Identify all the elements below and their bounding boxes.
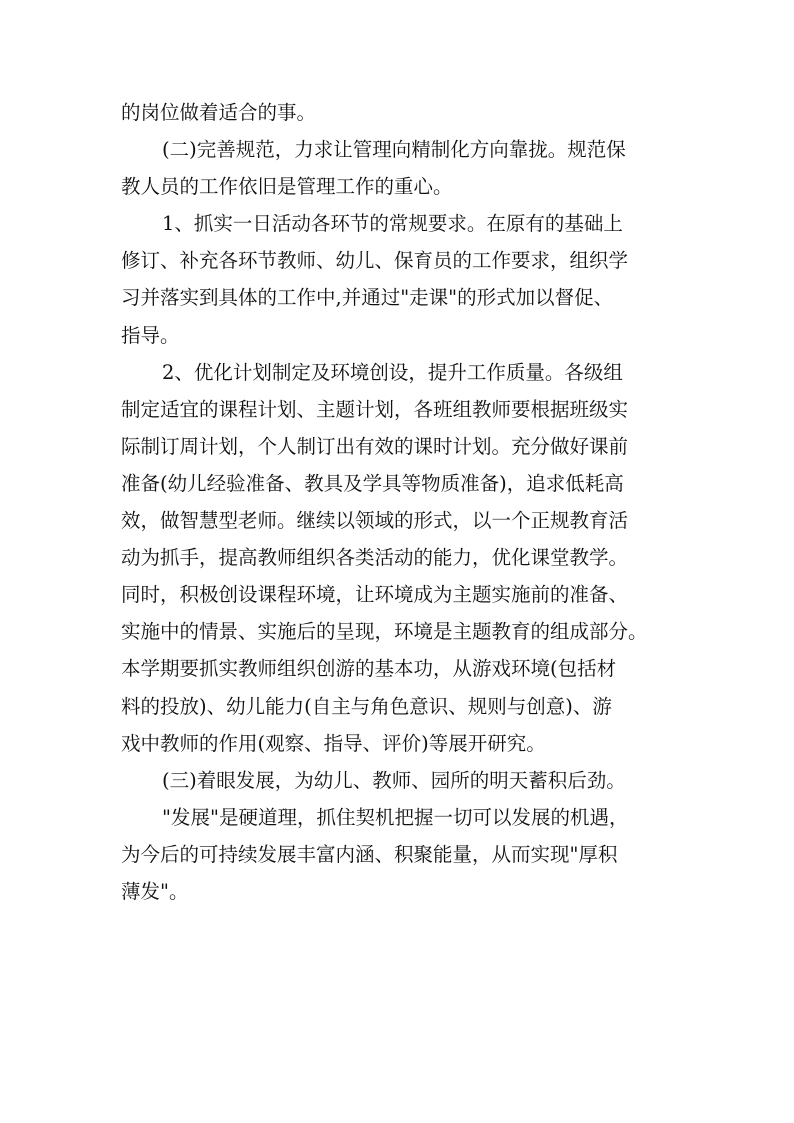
text-line: 薄发"。 — [121, 879, 189, 903]
text-line: 2、优化计划制定及环境创设，提升工作质量。各级组 — [162, 360, 623, 384]
text-line: "发展"是硬道理，抓住契机把握一切可以发展的机遇， — [162, 805, 629, 829]
text-line: 本学期要抓实教师组织创游的基本功，从游戏环境(包括材 — [121, 657, 617, 681]
text-line: 同时，积极创设课程环境，让环境成为主题实施前的准备、 — [121, 583, 629, 607]
text-line: (三)着眼发展，为幼儿、教师、园所的明天蓄积后劲。 — [162, 768, 626, 792]
text-line: 1、抓实一日活动各环节的常规要求。在原有的基础上 — [162, 212, 623, 236]
text-line: 实施中的情景、实施后的呈现，环境是主题教育的组成部分。 — [121, 620, 648, 644]
text-line: 际制订周计划，个人制订出有效的课时计划。充分做好课前 — [121, 434, 629, 458]
text-line: 准备(幼儿经验准备、教具及学具等物质准备)，追求低耗高 — [121, 471, 624, 495]
text-line: 制定适宜的课程计划、主题计划，各班组教师要根据班级实 — [121, 397, 629, 421]
body-text — [121, 94, 681, 910]
text-line: 教人员的工作依旧是管理工作的重心。 — [121, 175, 453, 199]
text-line: 修订、补充各环节教师、幼儿、保育员的工作要求，组织学 — [121, 249, 629, 273]
text-line: 效，做智慧型老师。继续以领域的形式，以一个正规教育活 — [121, 509, 629, 533]
text-line: 动为抓手，提高教师组织各类活动的能力，优化课堂教学。 — [121, 546, 629, 570]
text-line: (二)完善规范，力求让管理向精制化方向靠拢。规范保 — [162, 138, 626, 162]
text-line: 的岗位做着适合的事。 — [121, 101, 317, 124]
text-line: 戏中教师的作用(观察、指导、评价)等展开研究。 — [121, 731, 546, 755]
text-line: 指导。 — [121, 323, 180, 347]
text-line: 料的投放)、幼儿能力(自主与角色意识、规则与创意)、游 — [121, 694, 612, 718]
text-line: 习并落实到具体的工作中,并通过"走课"的形式加以督促、 — [121, 286, 614, 310]
text-line: 为今后的可持续发展丰富内涵、积聚能量，从而实现"厚积 — [121, 842, 618, 866]
